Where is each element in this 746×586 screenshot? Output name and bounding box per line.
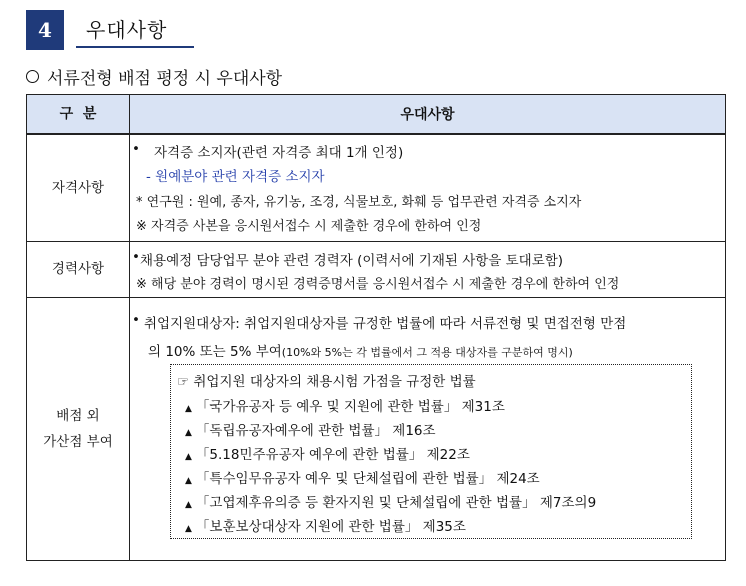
triangle-bullet-icon: ▲	[185, 427, 192, 438]
content-line: ※ 자격증 사본을 응시원서접수 시 제출한 경우에 한하여 인정	[136, 219, 482, 234]
content-line: * 연구원 : 원예, 종자, 유기농, 조경, 식물보호, 화훼 등 업무관련 자격증 소지자	[136, 195, 582, 210]
list-item: ▲ 「특수임무유공자 예우 및 단체설립에 관한 법률」 제24조	[185, 470, 540, 487]
table-header-row	[27, 95, 726, 135]
table-row	[27, 134, 726, 241]
content-note: (10%와 5%는 각 법률에서 그 적용 대상자를 구분하여 명시)	[281, 345, 573, 359]
triangle-bullet-icon: ▲	[185, 475, 192, 486]
bullet-icon: •	[132, 141, 140, 157]
content-line: 자격증 소지자(관련 자격증 최대 1개 인정)	[154, 145, 404, 161]
header-preference: 우대사항	[130, 95, 726, 135]
triangle-bullet-icon: ▲	[185, 403, 192, 414]
header-category: 구 분	[27, 95, 130, 135]
law-list-box	[170, 364, 692, 539]
category-line: 가산점 부여	[43, 433, 113, 450]
section-number: 4	[26, 10, 64, 50]
section-title: 우대사항	[76, 10, 194, 48]
bullet-icon: •	[132, 248, 140, 265]
triangle-bullet-icon: ▲	[185, 499, 192, 510]
list-item: ▲ 「5.18민주유공자 예우에 관한 법률」 제22조	[185, 446, 470, 463]
table-row	[27, 241, 726, 297]
list-item: ▲ 「고엽제후유의증 등 환자지원 및 단체설립에 관한 법률」 제7조의9	[185, 494, 597, 511]
subheading-text: 서류전형 배점 평정 시 우대사항	[47, 69, 283, 89]
table-row	[27, 297, 726, 560]
list-item: ▲ 「독립유공자예우에 관한 법률」 제16조	[185, 422, 436, 439]
triangle-bullet-icon: ▲	[185, 451, 192, 462]
row-category	[27, 297, 130, 560]
content-line: 채용예정 담당업무 분야 관련 경력자 (이력서에 기재된 사항을 토대로함)	[140, 252, 564, 269]
content-text: 의 10% 또는 5% 부여	[148, 343, 282, 360]
triangle-bullet-icon: ▲	[185, 523, 192, 534]
bullet-icon: •	[132, 311, 140, 328]
content-line	[148, 340, 573, 360]
list-item: ▲ 「보훈보상대상자 지원에 관한 법률」 제35조	[185, 518, 466, 535]
category-line: 배점 외	[56, 407, 100, 424]
preference-table	[26, 94, 726, 561]
row-category: 경력사항	[27, 241, 130, 297]
box-title: ☞ 취업지원 대상자의 채용시험 가점을 규정한 법률	[177, 373, 476, 390]
row-content	[130, 297, 726, 560]
circle-bullet-icon	[26, 70, 39, 83]
list-item: ▲ 「국가유공자 등 예우 및 지원에 관한 법률」 제31조	[185, 398, 505, 415]
row-content	[130, 134, 726, 241]
row-category: 자격사항	[27, 134, 130, 241]
content-line: - 원예분야 관련 자격증 소지자	[146, 169, 325, 185]
content-line: 취업지원대상자: 취업지원대상자를 규정한 법률에 따라 서류전형 및 면접전형 만점	[144, 315, 627, 332]
row-content	[130, 241, 726, 297]
subheading	[26, 64, 282, 89]
content-line: ※ 해당 분야 경력이 명시된 경력증명서를 응시원서접수 시 제출한 경우에 한하여 인정	[136, 276, 620, 292]
